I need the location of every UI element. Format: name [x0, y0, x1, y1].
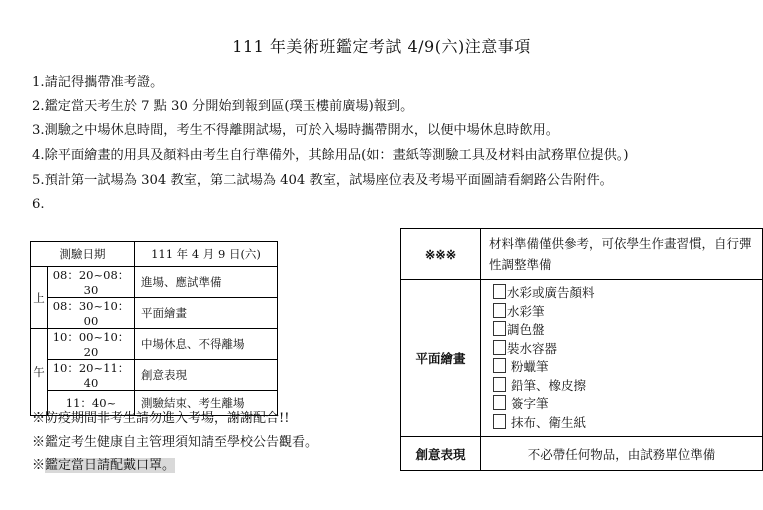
morning-label-top: 上	[31, 267, 48, 329]
checkbox-icon	[493, 340, 506, 355]
schedule-time: 11：40~	[48, 391, 135, 416]
schedule-header-row	[31, 242, 278, 267]
material-item: 調色盤	[493, 321, 750, 340]
highlighted-text: 鑑定當日請配戴口罩。	[45, 458, 176, 473]
schedule-activity: 平面繪畫	[135, 298, 278, 329]
checkbox-icon	[493, 303, 506, 318]
schedule-table	[30, 241, 278, 416]
footnote: ※鑑定考生健康自主管理須知請至學校公告觀看。	[32, 434, 319, 450]
painting-label: 平面繪畫	[401, 280, 481, 437]
checkbox-icon	[493, 321, 506, 336]
material-item: 粉蠟筆	[493, 358, 750, 377]
page-title: 111 年美術班鑑定考試 4/9(六)注意事項	[232, 37, 531, 56]
materials-table	[400, 228, 763, 471]
notice-item: 1.請記得攜帶准考證。	[32, 75, 164, 90]
materials-painting-row	[401, 280, 763, 437]
schedule-activity: 中場休息、不得離場	[135, 329, 278, 360]
checkbox-icon	[493, 377, 506, 392]
material-item: 抹布、衛生紙	[493, 414, 750, 433]
creative-label: 創意表現	[401, 437, 481, 471]
footnote: ※鑑定當日請配戴口罩。	[32, 458, 176, 473]
footnote: ※防疫期間非考生請勿進入考場，謝謝配合!!	[32, 411, 290, 426]
materials-note: 材料準備僅供參考，可依學生作畫習慣，自行彈性調整準備	[481, 229, 763, 280]
notice-item: 6.	[32, 197, 45, 212]
checkbox-icon	[493, 358, 506, 373]
schedule-row	[31, 360, 278, 391]
schedule-header-label: 測驗日期	[31, 242, 135, 267]
schedule-row	[31, 267, 278, 298]
checkbox-icon	[493, 414, 506, 429]
schedule-time: 08：30~10：00	[48, 298, 135, 329]
creative-note: 不必帶任何物品，由試務單位準備	[481, 437, 763, 471]
material-item: 簽字筆	[493, 395, 750, 414]
materials-corner-mark: ※※※	[401, 229, 481, 280]
checkbox-icon	[493, 284, 506, 299]
schedule-activity: 測驗結束、考生離場	[135, 391, 278, 416]
notice-item: 3.測驗之中場休息時間，考生不得離開試場，可於入場時攜帶開水，以便中場休息時飲用。	[32, 123, 559, 138]
notice-item: 4.除平面繪畫的用具及顏料由考生自行準備外，其餘用品(如：畫紙等測驗工具及材料由試務單位提供。)	[32, 148, 629, 163]
material-item: 水彩筆	[493, 303, 750, 322]
material-item: 裝水容器	[493, 340, 750, 359]
morning-label-bottom: 午	[31, 329, 48, 416]
material-item: 水彩或廣告顏料	[493, 284, 750, 303]
materials-header-row	[401, 229, 763, 280]
schedule-time: 10：00~10：20	[48, 329, 135, 360]
schedule-activity: 進場、應試準備	[135, 267, 278, 298]
schedule-row	[31, 298, 278, 329]
painting-materials-list	[481, 280, 763, 437]
notice-list	[32, 72, 732, 218]
material-item: 鉛筆、橡皮擦	[493, 377, 750, 396]
checkbox-icon	[493, 395, 506, 410]
schedule-header-date: 111 年 4 月 9 日(六)	[135, 242, 278, 267]
notice-item: 2.鑑定當天考生於 7 點 30 分開始到報到區(璞玉樓前廣場)報到。	[32, 99, 414, 114]
notice-item: 5.預計第一試場為 304 教室，第二試場為 404 教室，試場座位表及考場平面圖請看網路公告附件。	[32, 173, 613, 188]
footnotes	[32, 407, 318, 478]
schedule-time: 10：20~11：40	[48, 360, 135, 391]
schedule-time: 08：20~08：30	[48, 267, 135, 298]
materials-creative-row	[401, 437, 763, 471]
schedule-activity: 創意表現	[135, 360, 278, 391]
schedule-row	[31, 329, 278, 360]
